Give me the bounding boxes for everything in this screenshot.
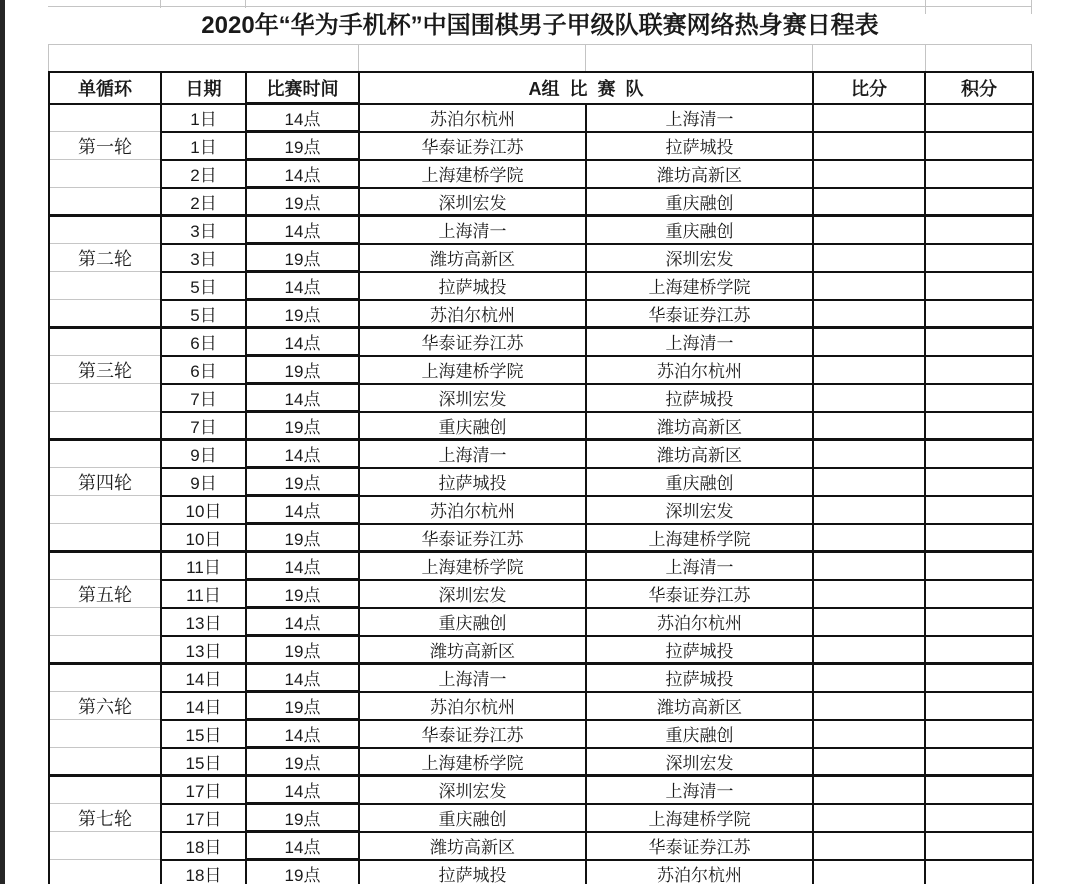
table-row [49, 440, 1033, 468]
table-row [49, 720, 1033, 748]
points-cell [925, 664, 1033, 692]
score-cell [813, 132, 925, 160]
table-row [49, 496, 1033, 524]
points-cell [925, 188, 1033, 216]
team-b-cell: 重庆融创 [586, 468, 813, 496]
time-cell: 14点 [246, 720, 359, 748]
team-a-cell: 华泰证券江苏 [359, 328, 586, 356]
round-label-cell [49, 300, 161, 328]
time-cell: 14点 [246, 272, 359, 300]
header-points: 积分 [925, 72, 1033, 104]
top-gridline [48, 6, 1032, 7]
team-a-cell: 深圳宏发 [359, 776, 586, 804]
score-cell [813, 524, 925, 552]
table-row [49, 832, 1033, 860]
table-row [49, 636, 1033, 664]
schedule-body [49, 104, 1033, 884]
score-cell [813, 244, 925, 272]
points-cell [925, 804, 1033, 832]
date-cell: 7日 [161, 384, 246, 412]
table-row [49, 384, 1033, 412]
time-cell: 14点 [246, 160, 359, 188]
team-b-cell: 上海建桥学院 [586, 524, 813, 552]
time-cell: 19点 [246, 860, 359, 884]
points-cell [925, 832, 1033, 860]
time-cell: 19点 [246, 468, 359, 496]
time-cell: 14点 [246, 328, 359, 356]
date-cell: 10日 [161, 496, 246, 524]
round-label-cell [49, 832, 161, 860]
points-cell [925, 384, 1033, 412]
round-label-cell: 第五轮 [49, 580, 161, 608]
score-cell [813, 328, 925, 356]
team-b-cell: 上海清一 [586, 104, 813, 132]
table-row [49, 804, 1033, 832]
table-row [49, 272, 1033, 300]
time-cell: 19点 [246, 188, 359, 216]
date-cell: 10日 [161, 524, 246, 552]
table-row [49, 664, 1033, 692]
score-cell [813, 356, 925, 384]
team-a-cell: 苏泊尔杭州 [359, 300, 586, 328]
table-row [49, 608, 1033, 636]
team-b-cell: 苏泊尔杭州 [586, 860, 813, 884]
date-cell: 13日 [161, 608, 246, 636]
time-cell: 19点 [246, 748, 359, 776]
date-cell: 5日 [161, 300, 246, 328]
round-label-cell: 第六轮 [49, 692, 161, 720]
table-row [49, 356, 1033, 384]
round-label-cell [49, 216, 161, 244]
team-b-cell: 潍坊高新区 [586, 412, 813, 440]
team-b-cell: 重庆融创 [586, 188, 813, 216]
team-a-cell: 重庆融创 [359, 804, 586, 832]
date-cell: 18日 [161, 860, 246, 884]
date-cell: 6日 [161, 328, 246, 356]
team-b-cell: 上海清一 [586, 552, 813, 580]
round-label-cell [49, 664, 161, 692]
points-cell [925, 244, 1033, 272]
team-b-cell: 深圳宏发 [586, 244, 813, 272]
team-a-cell: 苏泊尔杭州 [359, 104, 586, 132]
table-row [49, 552, 1033, 580]
score-cell [813, 608, 925, 636]
team-b-cell: 上海清一 [586, 328, 813, 356]
gridline [358, 45, 359, 72]
round-label-cell [49, 328, 161, 356]
page-title: 2020年“华为手机杯”中国围棋男子甲级队联赛网络热身赛日程表 [201, 12, 879, 39]
round-label-cell [49, 776, 161, 804]
team-a-cell: 潍坊高新区 [359, 636, 586, 664]
points-cell [925, 524, 1033, 552]
time-cell: 19点 [246, 412, 359, 440]
round-label-cell [49, 748, 161, 776]
points-cell [925, 412, 1033, 440]
team-a-cell: 拉萨城投 [359, 272, 586, 300]
points-cell [925, 356, 1033, 384]
empty-row [48, 44, 1032, 72]
team-a-cell: 重庆融创 [359, 608, 586, 636]
header-date: 日期 [161, 72, 246, 104]
round-label-cell [49, 608, 161, 636]
gridline [48, 45, 49, 72]
team-a-cell: 潍坊高新区 [359, 832, 586, 860]
table-row [49, 776, 1033, 804]
time-cell: 14点 [246, 440, 359, 468]
table-row [49, 244, 1033, 272]
score-cell [813, 272, 925, 300]
date-cell: 7日 [161, 412, 246, 440]
points-cell [925, 300, 1033, 328]
table-row [49, 748, 1033, 776]
round-label-cell [49, 384, 161, 412]
score-cell [813, 104, 925, 132]
team-b-cell: 上海建桥学院 [586, 804, 813, 832]
time-cell: 14点 [246, 832, 359, 860]
date-cell: 11日 [161, 580, 246, 608]
time-cell: 19点 [246, 692, 359, 720]
round-label-cell: 第四轮 [49, 468, 161, 496]
score-cell [813, 580, 925, 608]
team-b-cell: 华泰证券江苏 [586, 300, 813, 328]
gridline [585, 45, 586, 72]
round-label-cell [49, 720, 161, 748]
table-row [49, 580, 1033, 608]
team-b-cell: 苏泊尔杭州 [586, 608, 813, 636]
date-cell: 1日 [161, 104, 246, 132]
team-b-cell: 华泰证券江苏 [586, 832, 813, 860]
team-b-cell: 潍坊高新区 [586, 160, 813, 188]
points-cell [925, 160, 1033, 188]
round-label-cell: 第三轮 [49, 356, 161, 384]
header-row [49, 72, 1033, 104]
date-cell: 17日 [161, 776, 246, 804]
team-b-cell: 上海清一 [586, 776, 813, 804]
team-b-cell: 华泰证券江苏 [586, 580, 813, 608]
header-round: 单循环 [49, 72, 161, 104]
header-teams: A组 比 赛 队 [359, 72, 813, 104]
points-cell [925, 496, 1033, 524]
table-row [49, 524, 1033, 552]
team-b-cell: 重庆融创 [586, 216, 813, 244]
points-cell [925, 636, 1033, 664]
points-cell [925, 608, 1033, 636]
schedule-table [48, 71, 1034, 884]
date-cell: 2日 [161, 160, 246, 188]
score-cell [813, 636, 925, 664]
score-cell [813, 832, 925, 860]
spreadsheet-area [48, 0, 1032, 884]
score-cell [813, 300, 925, 328]
score-cell [813, 804, 925, 832]
team-b-cell: 深圳宏发 [586, 748, 813, 776]
time-cell: 14点 [246, 496, 359, 524]
round-label-cell [49, 860, 161, 884]
points-cell [925, 860, 1033, 884]
date-cell: 13日 [161, 636, 246, 664]
header-score: 比分 [813, 72, 925, 104]
date-cell: 18日 [161, 832, 246, 860]
points-cell [925, 580, 1033, 608]
score-cell [813, 496, 925, 524]
points-cell [925, 440, 1033, 468]
points-cell [925, 272, 1033, 300]
time-cell: 19点 [246, 132, 359, 160]
team-a-cell: 拉萨城投 [359, 860, 586, 884]
team-b-cell: 潍坊高新区 [586, 440, 813, 468]
gridline [1031, 45, 1032, 72]
time-cell: 14点 [246, 216, 359, 244]
team-a-cell: 深圳宏发 [359, 384, 586, 412]
round-label-cell [49, 552, 161, 580]
team-a-cell: 上海清一 [359, 440, 586, 468]
round-label-cell [49, 412, 161, 440]
table-row [49, 300, 1033, 328]
score-cell [813, 664, 925, 692]
team-b-cell: 拉萨城投 [586, 636, 813, 664]
score-cell [813, 160, 925, 188]
team-a-cell: 上海建桥学院 [359, 552, 586, 580]
team-b-cell: 深圳宏发 [586, 496, 813, 524]
team-b-cell: 潍坊高新区 [586, 692, 813, 720]
header-time: 比赛时间 [246, 72, 359, 104]
score-cell [813, 468, 925, 496]
score-cell [813, 692, 925, 720]
date-cell: 3日 [161, 244, 246, 272]
date-cell: 5日 [161, 272, 246, 300]
round-label-cell [49, 104, 161, 132]
gridline-stub [245, 0, 246, 8]
team-a-cell: 华泰证券江苏 [359, 524, 586, 552]
time-cell: 14点 [246, 552, 359, 580]
team-a-cell: 深圳宏发 [359, 188, 586, 216]
date-cell: 9日 [161, 440, 246, 468]
table-row [49, 216, 1033, 244]
time-cell: 19点 [246, 356, 359, 384]
time-cell: 14点 [246, 384, 359, 412]
team-b-cell: 上海建桥学院 [586, 272, 813, 300]
gridline [812, 45, 813, 72]
time-cell: 19点 [246, 636, 359, 664]
team-a-cell: 上海建桥学院 [359, 748, 586, 776]
team-b-cell: 苏泊尔杭州 [586, 356, 813, 384]
team-a-cell: 苏泊尔杭州 [359, 496, 586, 524]
time-cell: 19点 [246, 300, 359, 328]
score-cell [813, 720, 925, 748]
team-b-cell: 重庆融创 [586, 720, 813, 748]
date-cell: 14日 [161, 664, 246, 692]
table-row [49, 692, 1033, 720]
score-cell [813, 412, 925, 440]
gridline-stub [160, 0, 161, 8]
table-row [49, 132, 1033, 160]
score-cell [813, 552, 925, 580]
team-a-cell: 深圳宏发 [359, 580, 586, 608]
time-cell: 14点 [246, 104, 359, 132]
time-cell: 19点 [246, 580, 359, 608]
time-cell: 14点 [246, 776, 359, 804]
score-cell [813, 748, 925, 776]
date-cell: 11日 [161, 552, 246, 580]
score-cell [813, 384, 925, 412]
points-cell [925, 468, 1033, 496]
round-label-cell: 第七轮 [49, 804, 161, 832]
points-cell [925, 692, 1033, 720]
time-cell: 19点 [246, 244, 359, 272]
points-cell [925, 216, 1033, 244]
round-label-cell: 第二轮 [49, 244, 161, 272]
team-b-cell: 拉萨城投 [586, 384, 813, 412]
points-cell [925, 720, 1033, 748]
points-cell [925, 552, 1033, 580]
time-cell: 14点 [246, 664, 359, 692]
points-cell [925, 132, 1033, 160]
date-cell: 9日 [161, 468, 246, 496]
date-cell: 6日 [161, 356, 246, 384]
round-label-cell: 第一轮 [49, 132, 161, 160]
round-label-cell [49, 272, 161, 300]
team-a-cell: 华泰证券江苏 [359, 720, 586, 748]
date-cell: 15日 [161, 748, 246, 776]
points-cell [925, 104, 1033, 132]
score-cell [813, 776, 925, 804]
round-label-cell [49, 636, 161, 664]
date-cell: 1日 [161, 132, 246, 160]
table-row [49, 412, 1033, 440]
table-row [49, 328, 1033, 356]
score-cell [813, 860, 925, 884]
team-a-cell: 华泰证券江苏 [359, 132, 586, 160]
team-a-cell: 上海建桥学院 [359, 160, 586, 188]
date-cell: 15日 [161, 720, 246, 748]
points-cell [925, 748, 1033, 776]
time-cell: 19点 [246, 804, 359, 832]
score-cell [813, 216, 925, 244]
date-cell: 2日 [161, 188, 246, 216]
points-cell [925, 776, 1033, 804]
team-a-cell: 上海清一 [359, 216, 586, 244]
team-a-cell: 上海建桥学院 [359, 356, 586, 384]
time-cell: 19点 [246, 524, 359, 552]
date-cell: 14日 [161, 692, 246, 720]
team-a-cell: 潍坊高新区 [359, 244, 586, 272]
date-cell: 3日 [161, 216, 246, 244]
round-label-cell [49, 440, 161, 468]
table-row [49, 468, 1033, 496]
team-a-cell: 拉萨城投 [359, 468, 586, 496]
gridline [925, 45, 926, 72]
table-row [49, 188, 1033, 216]
score-cell [813, 440, 925, 468]
team-b-cell: 拉萨城投 [586, 132, 813, 160]
window-left-edge [0, 0, 5, 884]
round-label-cell [49, 496, 161, 524]
time-cell: 14点 [246, 608, 359, 636]
points-cell [925, 328, 1033, 356]
round-label-cell [49, 524, 161, 552]
round-label-cell [49, 160, 161, 188]
team-b-cell: 拉萨城投 [586, 664, 813, 692]
team-a-cell: 上海清一 [359, 664, 586, 692]
table-row [49, 860, 1033, 884]
table-row [49, 160, 1033, 188]
team-a-cell: 重庆融创 [359, 412, 586, 440]
date-cell: 17日 [161, 804, 246, 832]
score-cell [813, 188, 925, 216]
team-a-cell: 苏泊尔杭州 [359, 692, 586, 720]
round-label-cell [49, 188, 161, 216]
table-row [49, 104, 1033, 132]
